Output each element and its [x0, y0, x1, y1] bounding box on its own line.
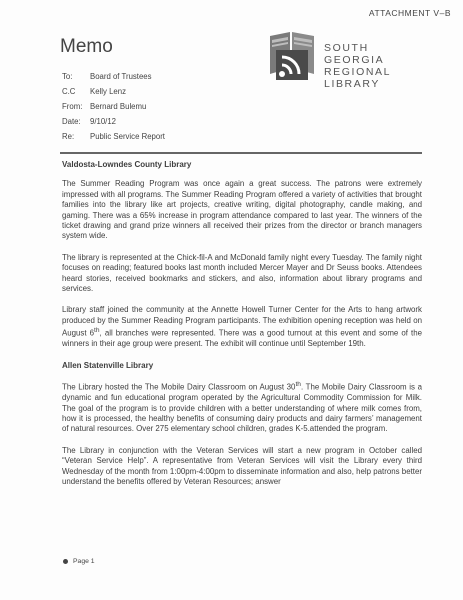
memo-header-fields	[62, 69, 165, 144]
paragraph-family-night: The library is represented at the Chick-fil-A and McDonald family night every Tuesday. The family night focuses on reading; featured books last month included Mercer Mayer and Dr Seuss books. Attendees heard stories, received bookmarks and stickers, and also, information about library programs and services.	[62, 252, 422, 294]
attachment-label: ATTACHMENT V–B	[368, 8, 451, 18]
to-value: Board of Trustees	[90, 72, 152, 81]
paragraph-veteran-services: The Library in conjunction with the Veteran Services will start a new program in October called “Veteran Service Help”. A representative from Veteran Services will visit the Library every third Wednesday of the month from 1:00pm-4:00pm to disseminate information and also, help patrons better understand the benefits offered by Veteran Resources; answer	[62, 445, 422, 486]
to-label: To:	[62, 72, 73, 81]
paragraph-summer-reading: The Summer Reading Program was once again a great success. The patrons were extremely impressed with all programs. The Summer Reading Program offered a variety of activities that brought families into the library like art projects, creative writing, digital photography, candle making, and gaming. There was a 65% increase in program attendance compared to last year. The winners of the ticket drawing and grand prize winners all received their prizes from the director or branch managers system wide.	[62, 179, 422, 241]
from-value: Bernard Bulemu	[90, 102, 147, 111]
re-row	[62, 129, 165, 144]
from-row	[62, 99, 165, 114]
library-logo	[266, 28, 451, 98]
date-label: Date:	[62, 117, 81, 126]
date-row	[62, 114, 165, 129]
section-heading-valdosta: Valdosta-Lowndes County Library	[62, 160, 192, 169]
cc-label: C.C	[62, 87, 76, 96]
section-heading-allen-statenville: Allen Statenville Library	[62, 360, 154, 370]
book-broadcast-logo-icon	[266, 28, 318, 84]
page-footer	[63, 558, 95, 565]
memo-title: Memo	[60, 36, 113, 57]
memo-body	[62, 160, 422, 498]
paragraph-exhibition: Library staff joined the community at the Annette Howell Turner Center for the Arts to hang artwork produced by the Summer Reading Program participants. The exhibition opening reception was held on August 6th, all branches were represented. There was a good turnout at this event and some of the winners in their age group were present. The exhibit will continue until September 19th.	[62, 305, 422, 349]
paragraph-mobile-dairy: The Library hosted the The Mobile Dairy Classroom on August 30th. The Mobile Dairy Classroom is a dynamic and fun educational program operated by the Agricultural Commodity Commission for Milk. The goal of the program is to provide children with a better understanding of where milk comes from, how it is processed, the healthy benefits of consuming dairy products and dairy farmers’ management of natural resources. Over 275 elementary school children, grades K-5.attended the program.	[62, 381, 422, 434]
cc-value: Kelly Lenz	[90, 87, 126, 96]
bullet-icon	[63, 559, 68, 564]
header-divider	[60, 152, 422, 154]
from-label: From:	[62, 102, 83, 111]
cc-row	[62, 84, 165, 99]
to-row	[62, 69, 165, 84]
page-number: Page 1	[73, 558, 95, 565]
logo-wordmark: SOUTH GEORGIA REGIONAL LIBRARY	[324, 42, 392, 90]
re-value: Public Service Report	[90, 132, 165, 141]
re-label: Re:	[62, 132, 75, 141]
date-value: 9/10/12	[90, 117, 117, 126]
